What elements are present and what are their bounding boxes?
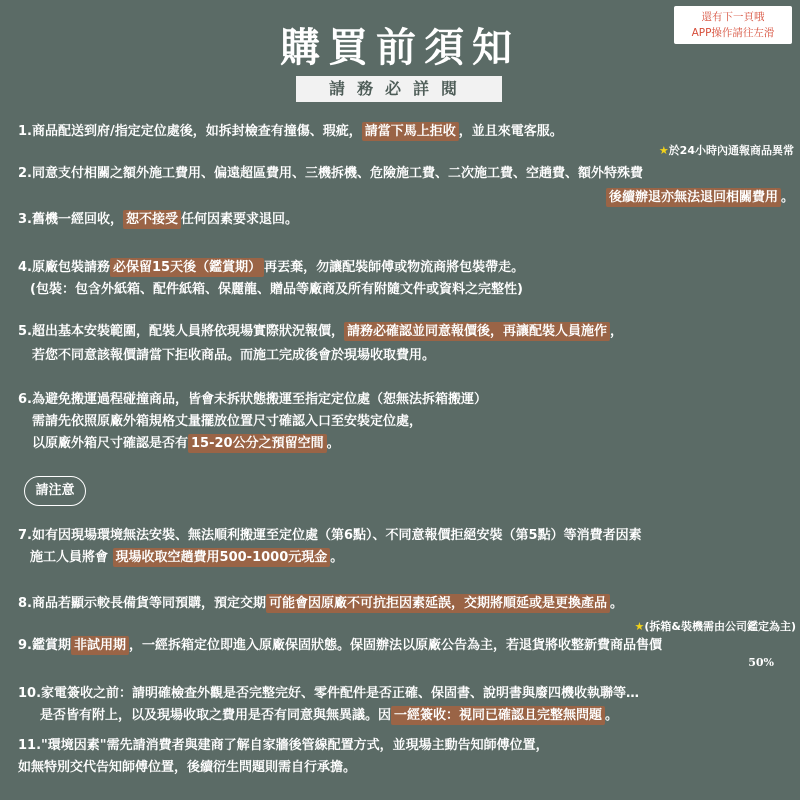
star-icon: ★: [658, 144, 669, 157]
notice-item-6-cont1: [32, 412, 422, 432]
page-subtitle: 請務必詳閱: [296, 76, 502, 102]
notice-item-10-cont: [40, 706, 618, 726]
item-text: 3.舊機一經回收，: [18, 212, 123, 227]
item-text: 。: [326, 436, 340, 451]
item-text: 以原廠外箱尺寸確認是否有: [32, 436, 189, 451]
item-text: 11."環境因素"需先請消費者與建商了解自家牆後管線配置方式，並現場主動告知師傅位置，: [18, 738, 549, 753]
item-text: 若您不同意該報價請當下拒收商品。而施工完成後會於現場收取費用。: [32, 348, 436, 363]
item-highlight: 15-20公分之預留空間: [188, 434, 327, 453]
notice-item-11-cont: [18, 758, 356, 778]
item-text: (包裝：包含外紙箱、配件紙箱、保麗龍、贈品等廠商及所有附隨文件或資料之完整性): [30, 282, 523, 297]
item-highlight: 可能會因原廠不可抗拒因素延誤，交期將順延或是更換產品: [266, 594, 610, 613]
notice-badge: 請注意: [24, 476, 86, 506]
item-text: 8.商品若顯示較長備貨等同預購，預定交期: [18, 596, 266, 611]
next-page-note-line1: 還有下一頁哦: [701, 11, 765, 23]
star-icon: ★: [634, 620, 645, 633]
item-text: 2.同意支付相關之額外施工費用、偏遠超區費用、三機拆機、危險施工費、二次施工費、空趟費、額外特殊費: [18, 166, 643, 181]
notice-item-2: [18, 164, 643, 184]
item-text: 10.家電簽收之前：請明確檢查外觀是否完整完好、零件配件是否正確、保固書、說明書與廢四機收執聯等…: [18, 686, 640, 701]
notice-item-5: [18, 322, 623, 342]
item-highlight: 請務必確認並同意報價後，再讓配裝人員施作: [344, 322, 610, 341]
item-highlight: 後續辦退亦無法退回相關費用: [606, 188, 781, 207]
notice-item-7: [18, 526, 642, 546]
item-highlight: 必保留15天後（鑑賞期）: [110, 258, 264, 277]
item-text: 4.原廠包裝請務: [18, 260, 110, 275]
item-text: 是否皆有附上，以及現場收取之費用是否有同意與無異議。因: [40, 708, 392, 723]
item-text: 9.鑑賞期: [18, 638, 71, 653]
notice-item-8: [18, 594, 623, 614]
item-highlight: 恕不接受: [123, 210, 181, 229]
item-note-text: (拆箱&裝機需由公司鑑定為主): [644, 620, 796, 633]
item-text: 6.為避免搬運過程碰撞商品，皆會未拆狀態搬運至指定定位處（恕無法拆箱搬運）: [18, 392, 487, 407]
notice-item-1: [18, 122, 563, 142]
item-text: 1.商品配送到府/指定定位處後，如拆封檢查有撞傷、瑕疵，: [18, 124, 362, 139]
item-text: ，: [610, 324, 624, 339]
item-text: 需請先依照原廠外箱規格丈量擺放位置尺寸確認入口至安裝定位處，: [32, 414, 423, 429]
notice-item-10: [18, 684, 639, 704]
item-text: 。: [780, 190, 794, 205]
item-text: 7.如有因現場環境無法安裝、無法順利搬運至定位處（第6點）、不同意報價拒絕安裝（第5點）等消費者因素: [18, 528, 642, 543]
item-highlight: 一經簽收：視同已確認且完整無問題: [391, 706, 605, 725]
page-title: 購買前須知: [280, 24, 520, 71]
item-highlight: 非試用期: [71, 636, 129, 655]
notice-item-2-cont: [606, 188, 794, 208]
item-text: 任何因素要求退回。: [181, 212, 299, 227]
notice-item-8-note: [634, 618, 796, 634]
item-text: 施工人員將會: [30, 550, 109, 565]
notice-item-4-cont: [30, 280, 523, 300]
notice-item-9: [18, 636, 662, 656]
notice-item-4: [18, 258, 524, 278]
item-text: ，並且來電客服。: [458, 124, 563, 139]
item-text: ，一經拆箱定位即進入原廠保固狀態。保固辦法以原廠公告為主，若退貨將收整新費商品售價: [129, 638, 663, 653]
item-text: 5.超出基本安裝範圍，配裝人員將依現場實際狀況報價，: [18, 324, 344, 339]
item-highlight: 請當下馬上拒收: [362, 122, 459, 141]
notice-item-1-note: [659, 142, 794, 158]
item-note-text: 於24小時內通報商品異常: [668, 144, 794, 157]
notice-item-11: [18, 736, 549, 756]
item-text: 再丟棄，勿讓配裝師傅或物流商將包裝帶走。: [264, 260, 525, 275]
notice-item-7-cont: [30, 548, 343, 568]
item-text: 。: [610, 596, 624, 611]
item-text: 。: [330, 550, 344, 565]
item-text: 。: [605, 708, 619, 723]
notice-item-3: [18, 210, 298, 230]
notice-item-5-cont: [32, 346, 435, 366]
notice-item-6-cont2: [32, 434, 340, 454]
item-text: 如無特別交代告知師傅位置，後續衍生問題則需自行承擔。: [18, 760, 357, 775]
notice-item-9-note: 50%: [748, 656, 774, 669]
notice-item-6: [18, 390, 487, 410]
next-page-note-line2: APP操作請往左滑: [691, 27, 775, 39]
item-highlight: 現場收取空趟費用500-1000元現金: [113, 548, 331, 567]
